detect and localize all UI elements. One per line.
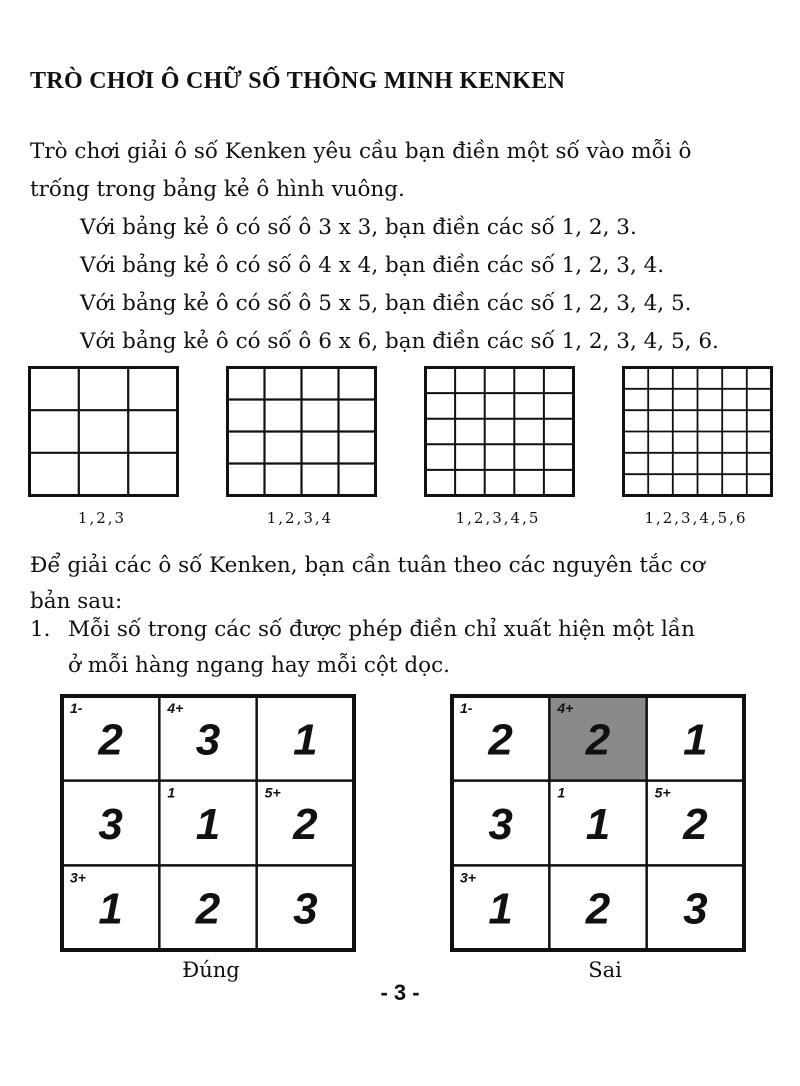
rule-1 (30, 612, 695, 684)
board-wrong-drawing (450, 694, 746, 952)
board-correct-drawing (60, 694, 356, 952)
cage-label: 4+ (557, 700, 574, 716)
grid-label-4x4: 1,2,3,4 (266, 509, 334, 527)
empty-grid-3x3 (28, 366, 180, 498)
label-correct: Đúng (182, 958, 240, 982)
grid-label-5x5: 1,2,3,4,5 (455, 509, 541, 527)
cell-value: 1 (293, 715, 318, 765)
rules-intro-line: bản sau: (30, 589, 123, 614)
grid-3x3-drawing (28, 366, 180, 498)
example-board-correct (60, 694, 356, 956)
cell-value: 2 (488, 715, 513, 765)
cell-value: 2 (585, 884, 611, 934)
cage-label: 3+ (70, 869, 86, 886)
intro-line: Trò chơi giải ô số Kenken yêu cầu bạn điền một số vào mỗi ô (30, 139, 692, 164)
cell-value: 2 (683, 800, 708, 849)
size-rule-5: Với bảng kẻ ô có số ô 5 x 5, bạn điền các số 1, 2, 3, 4, 5. (80, 291, 692, 316)
rule-text-continued: ở mỗi hàng ngang hay mỗi cột dọc. (68, 653, 450, 678)
cell-value: 3 (293, 884, 318, 934)
intro-line: trống trong bảng kẻ ô hình vuông. (30, 177, 405, 202)
label-wrong: Sai (588, 958, 622, 982)
empty-grid-5x5 (424, 366, 576, 498)
cell-value: 1 (98, 884, 123, 934)
cell-value: 1 (585, 800, 611, 849)
grid-6x6-drawing (622, 366, 774, 498)
cell-value: 3 (683, 884, 708, 934)
cage-label: 1- (70, 700, 83, 716)
intro-paragraph (30, 133, 719, 361)
cell-value: 2 (195, 884, 221, 934)
grid-4x4-drawing (226, 366, 378, 498)
cell-value: 2 (585, 715, 611, 765)
cell-value: 1 (683, 715, 708, 765)
size-rule-6: Với bảng kẻ ô có số ô 6 x 6, bạn điền các số 1, 2, 3, 4, 5, 6. (80, 329, 719, 354)
cage-label: 1 (167, 784, 176, 801)
empty-grid-4x4 (226, 366, 378, 498)
cage-label: 1 (557, 784, 566, 801)
rule-text: Mỗi số trong các số được phép điền chỉ xuất hiện một lần (68, 617, 695, 642)
cell-value: 1 (195, 800, 221, 849)
cage-label: 1- (460, 700, 473, 716)
grid-5x5-drawing (424, 366, 576, 498)
rules-intro (30, 548, 705, 620)
cell-value: 2 (293, 800, 318, 849)
cell-value: 1 (488, 884, 513, 934)
cell-value: 3 (98, 800, 123, 849)
example-board-wrong (450, 694, 746, 956)
cell-value: 3 (195, 715, 221, 765)
cell-value: 2 (98, 715, 123, 765)
grid-label-6x6: 1,2,3,4,5,6 (644, 509, 748, 527)
size-rule-3: Với bảng kẻ ô có số ô 3 x 3, bạn điền các số 1, 2, 3. (80, 215, 637, 240)
page-title: TRÒ CHƠI Ô CHỮ SỐ THÔNG MINH KENKEN (30, 68, 566, 94)
page-number: - 3 - (380, 980, 420, 1005)
cell-value: 3 (488, 800, 513, 849)
rule-number: 1. (30, 617, 51, 642)
cage-label: 3+ (460, 869, 476, 886)
rules-intro-line: Để giải các ô số Kenken, bạn cần tuân theo các nguyên tắc cơ (30, 553, 705, 578)
empty-grid-6x6 (622, 366, 774, 498)
cage-label: 5+ (654, 784, 671, 801)
cage-label: 4+ (167, 700, 184, 716)
cage-label: 5+ (264, 784, 281, 801)
grid-label-3x3: 1,2,3 (77, 509, 127, 527)
size-rule-4: Với bảng kẻ ô có số ô 4 x 4, bạn điền các số 1, 2, 3, 4. (80, 253, 665, 278)
